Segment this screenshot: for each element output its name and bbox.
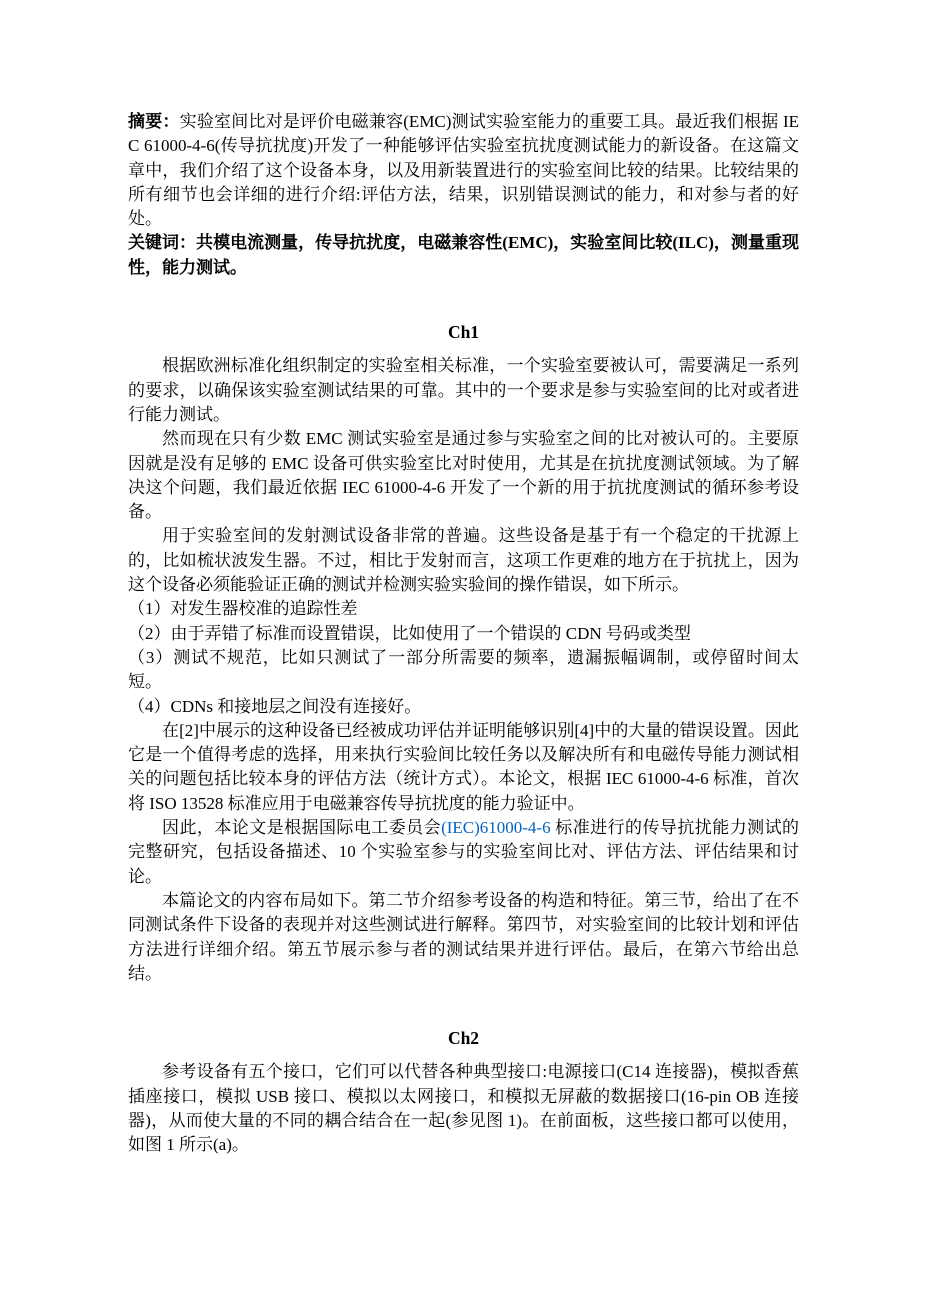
abstract-text: 实验室间比对是评价电磁兼容(EMC)测试实验室能力的重要工具。最近我们根据 IEC 61000-4-6(传导抗扰度)开发了一种能够评估实验室抗扰度测试能力的新设备。在这篇文章中，我们介绍了这个设备本身，以及用新装置进行的实验室间比较的结果。比较结果的所有细节也会详细的进行介绍:评估方法，结果，识别错误测试的能力，和对参与者的好处。 (128, 112, 800, 229)
ch1-paragraph-3: 用于实验室间的发射测试设备非常的普遍。这些设备是基于有一个稳定的干扰源上的，比如梳状波发生器。不过，相比于发射而言，这项工作更难的地方在于抗扰上，因为这个设备必须能验证正确的测试并检测实验实验间的操作错误，如下所示。 (128, 526, 799, 595)
ch2-paragraph-1: 参考设备有五个接口，它们可以代替各种典型接口:电源接口(C14 连接器)，模拟香蕉插座接口，模拟 USB 接口、模拟以太网接口，和模拟无屏蔽的数据接口(16-pin OB 连接器)，从而使大量的不同的耦合结合在一起(参见图 1)。在前面板，这些接口都可以使用，如图 1 所示(a)。 (128, 1062, 799, 1155)
error-cause-list (128, 597, 799, 718)
ch1-paragraph-5 (128, 816, 799, 889)
ch1-p5-text-before: 因此，本论文是根据国际电工委员会 (162, 818, 442, 838)
abstract-label: 摘要： (128, 112, 180, 131)
list-item-4: （4）CDNs 和接地层之间没有连接好。 (128, 696, 422, 716)
chapter-2-heading: Ch2 (447, 1028, 480, 1049)
ch1-paragraph-1: 根据欧洲标准化组织制定的实验室相关标准，一个实验室要被认可，需要满足一系列的要求，以确保该实验室测试结果的可靠。其中的一个要求是参与实验室间的比对或者进行能力测试。 (128, 356, 799, 424)
iec-standard-reference: (IEC)61000-4-6 (441, 818, 551, 838)
ch1-p5-text-after: 标准进行的传导抗扰能力测试的完整研究，包括设备描述、10 个实验室参与的实验室间比对、评估方法、评估结果和讨论。 (128, 818, 800, 886)
list-item-1: （1）对发生器校准的追踪性差 (128, 599, 358, 619)
list-item-3: （3）测试不规范，比如只测试了一部分所需要的频率，遗漏振幅调制，或停留时间太短。 (128, 647, 799, 692)
abstract-paragraph (128, 110, 799, 231)
ch1-paragraph-4: 在[2]中展示的这种设备已经被成功评估并证明能够识别[4]中的大量的错误设置。因此它是一个值得考虑的选择，用来执行实验间比较任务以及解决所有和电磁传导能力测试相关的问题包括比较本身的评估方法（统计方式）。本论文，根据 IEC 61000-4-6 标准，首次将 ISO 13528 标准应用于电磁兼容传导抗扰度的能力验证中。 (128, 720, 799, 813)
list-item-2: （2）由于弄错了标准而设置错误，比如使用了一个错误的 CDN 号码或类型 (128, 623, 691, 643)
ch1-paragraph-6: 本篇论文的内容布局如下。第二节介绍参考设备的构造和特征。第三节，给出了在不同测试条件下设备的表现并对这些测试进行解释。第四节，对实验室间的比较计划和评估方法进行详细介绍。第五节展示参与者的测试结果并进行评估。最后，在第六节给出总结。 (128, 890, 799, 983)
keywords-paragraph: 关键词：共模电流测量，传导抗扰度，电磁兼容性(EMC)，实验室间比较(ILC)，测量重现性，能力测试。 (128, 233, 799, 277)
ch1-paragraph-2: 然而现在只有少数 EMC 测试实验室是通过参与实验室之间的比对被认可的。主要原因就是没有足够的 EMC 设备可供实验室比对时使用，尤其是在抗扰度测试领域。为了解决这个问题，我们最近依据 IEC 61000-4-6 开发了一个新的用于抗扰度测试的循环参考设备。 (128, 429, 799, 522)
chapter-1-heading: Ch1 (447, 322, 480, 343)
